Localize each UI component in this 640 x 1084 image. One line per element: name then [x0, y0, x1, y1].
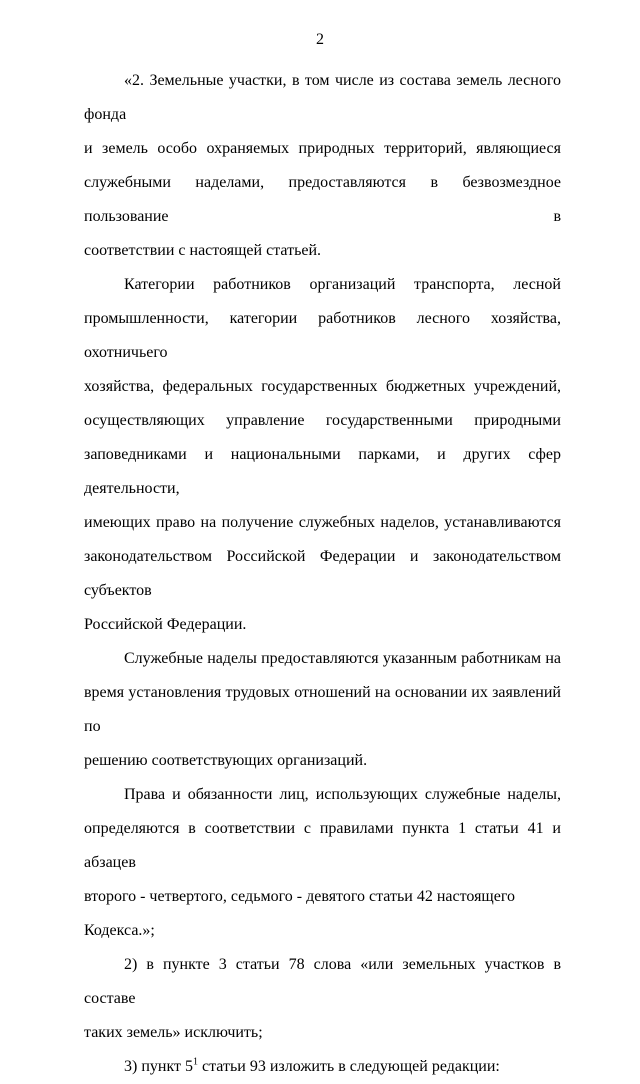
text-line: [84, 1050, 561, 1084]
text-line: законодательством Российской Федерации и законодательством субъектов: [84, 548, 561, 599]
text-line: Права и обязанности лиц, использующих служебные наделы,: [124, 786, 561, 803]
text-line: Категории работников организаций транспорта, лесной: [124, 276, 561, 293]
paragraph-6: [84, 1050, 561, 1084]
text-line: заповедниками и национальными парками, и других сфер деятельности,: [84, 446, 561, 497]
text-line: и земель особо охраняемых природных территорий, являющиеся: [84, 140, 561, 157]
text-line: осуществляющих управление государственными природными: [84, 412, 561, 429]
text-line: второго - четвертого, седьмого - девятого статьи 42 настоящего Кодекса.»;: [84, 888, 516, 939]
superscript: 1: [193, 1056, 199, 1068]
text-line: решению соответствующих организаций.: [84, 752, 368, 769]
text-line: время установления трудовых отношений на основании их заявлений по: [84, 684, 561, 735]
text-line: 2) в пункте 3 статьи 78 слова «или земельных участков в составе: [84, 956, 561, 1007]
document-body: [84, 64, 561, 1084]
text-line: определяются в соответствии с правилами пункта 1 статьи 41 и абзацев: [84, 820, 561, 871]
text-line: «2. Земельные участки, в том числе из состава земель лесного фонда: [84, 72, 561, 123]
text-fragment: 3) пункт 5: [124, 1058, 194, 1075]
text-line: Служебные наделы предоставляются указанным работникам на: [124, 650, 561, 667]
paragraph-1: [84, 64, 561, 268]
paragraph-3: [84, 642, 561, 778]
paragraph-5: [84, 948, 561, 1050]
text-line: Российской Федерации.: [84, 616, 247, 633]
page-number: 2: [316, 31, 324, 48]
text-line: промышленности, категории работников лесного хозяйства, охотничьего: [84, 310, 561, 361]
paragraph-4: [84, 778, 561, 948]
paragraph-2: [84, 268, 561, 642]
text-line: таких земель» исключить;: [84, 1024, 263, 1041]
text-line: соответствии с настоящей статьей.: [84, 242, 322, 259]
text-line: служебными наделами, предоставляются в безвозмездное пользование в: [84, 174, 561, 225]
text-line: хозяйства, федеральных государственных бюджетных учреждений,: [84, 378, 561, 395]
text-fragment: статьи 93 изложить в следующей редакции:: [198, 1058, 500, 1075]
text-line: имеющих право на получение служебных наделов, устанавливаются: [84, 514, 561, 531]
